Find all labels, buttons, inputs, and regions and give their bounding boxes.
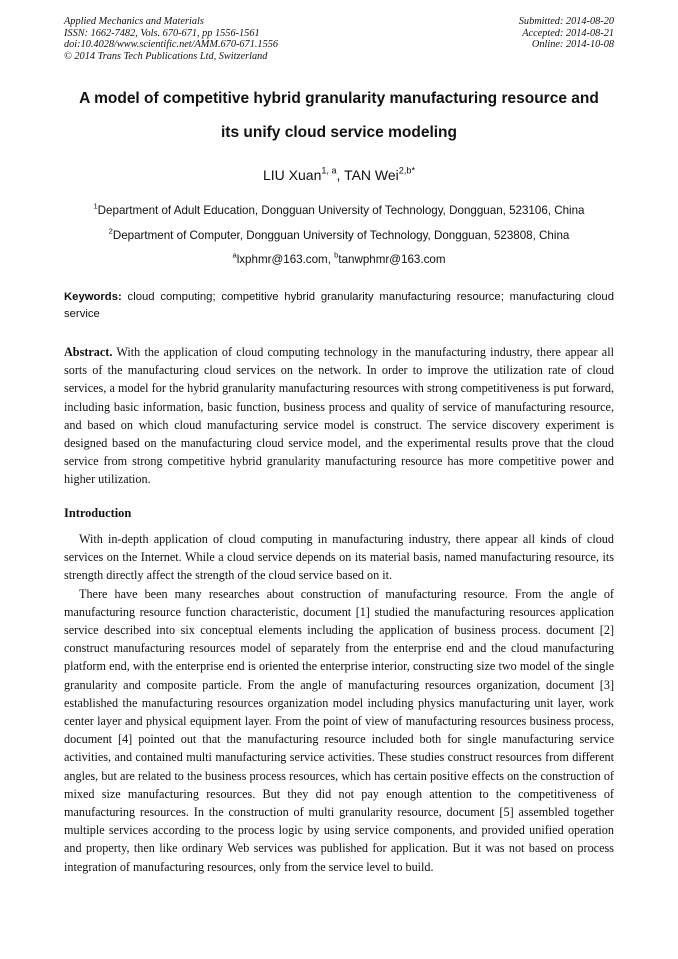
paper-title-line1: A model of competitive hybrid granularity manufacturing resource and [79, 90, 599, 107]
section-heading-introduction: Introduction [64, 506, 132, 520]
email-b-mark: b [334, 250, 339, 260]
affiliation-2-mark: 2 [108, 226, 113, 236]
email-a[interactable]: lxphmr@163.com, [236, 253, 335, 266]
author-separator: , [336, 167, 345, 183]
affiliation-1-text: Department of Adult Education, Dongguan University of Technology, Dongguan, 523106, China [97, 204, 585, 217]
affiliation-2-text: Department of Computer, Dongguan University of Technology, Dongguan, 523808, China [112, 229, 570, 242]
keywords-text: cloud computing; competitive hybrid granularity manufacturing resource; manufacturing cloud service [64, 291, 614, 320]
keywords-label: Keywords: [64, 291, 122, 303]
author-2-affil: 2,b* [398, 165, 415, 176]
online-date: Online: 2014-10-08 [531, 39, 614, 50]
affiliation-2 [0, 226, 678, 242]
abstract-block [64, 343, 614, 489]
affiliation-1 [0, 201, 678, 217]
email-a-mark: a [232, 250, 237, 260]
author-list [0, 167, 678, 183]
accepted-date: Accepted: 2014-08-21 [522, 27, 614, 39]
affiliation-1-mark: 1 [93, 201, 98, 211]
abstract-text: With the application of cloud computing technology in the manufacturing industry, there appear all sorts of the manufacturing cloud services on the network. In order to improve the utilization rate of cloud services, a model for the hybrid granularity manufacturing resources with strong competitiveness is put forward, including basic information, basic function, business process and quality of service of manufacturing resource, and based on which cloud manufacturing service model is construct. The service discovery experiment is designed based on the manufacturing cloud service model, and the experimental results prove that the cloud service from strong competitive hybrid granularity manufacturing resource has more competitive power and higher utilization. [64, 345, 614, 487]
email-b[interactable]: tanwphmr@163.com [338, 253, 446, 266]
submitted-date: Submitted: 2014-08-20 [518, 16, 614, 27]
author-1: LIU Xuan [263, 167, 322, 183]
abstract-label: Abstract. [64, 345, 113, 359]
journal-name: Applied Mechanics and Materials [64, 16, 204, 27]
issn-line: ISSN: 1662-7482, Vols. 670-671, pp 1556-1561 [64, 27, 260, 39]
copyright-line: © 2014 Trans Tech Publications Ltd, Switzerland [64, 50, 268, 62]
journal-header [64, 16, 278, 62]
intro-paragraph-2: There have been many researches about construction of manufacturing resource. From the angle of manufacturing resource function characteristic, document [1] studied the manufacturing resources application service described into six conceptual elements including the application of business process. document [2] construct manufacturing resources model of separately from the enterprise end and the cloud manufacturing platform end, with the enterprise end is oriented the enterprise interior, constructing size two model of the single granularity and composite particle. From the angle of manufacturing resources organization, document [3] established the manufacturing resources organization model including physics manufacturing unit layer, work center layer and physical equipment layer. From the point of view of manufacturing resources business process, document [4] pointed out that the manufacturing resource included both for single manufacturing service activities, and contained multi manufacturing service activities. These studies construct resources from different angles, but are related to the business process resources, which has certain positive effects on the construction of mixed size manufacturing resources. But they did not pay enough attention to the competitiveness of manufacturing resources. In the construction of multi granularity resource, document [5] assembled together multiple services according to the process logic by using service components, and provided unified operation and property, then like ordinary Web services was published for application. But it was not based on process integration of manufacturing resources, only from the service level to build. [64, 586, 614, 874]
keywords-block [64, 289, 614, 323]
author-emails [0, 250, 678, 266]
intro-paragraph-1: With in-depth application of cloud computing in manufacturing industry, there appear all kinds of cloud services on the Internet. While a cloud service depends on its material basis, named manufacturing resource, its strength directly affect the strength of the cloud service based on it. [64, 532, 614, 583]
dates-header [519, 16, 614, 51]
paper-title-line2: its unify cloud service modeling [221, 124, 457, 141]
author-2: TAN Wei [344, 167, 399, 183]
doi-line: doi:10.4028/www.scientific.net/AMM.670-671.1556 [64, 39, 279, 50]
author-1-affil: 1, a [321, 165, 337, 176]
introduction-body [64, 530, 614, 876]
